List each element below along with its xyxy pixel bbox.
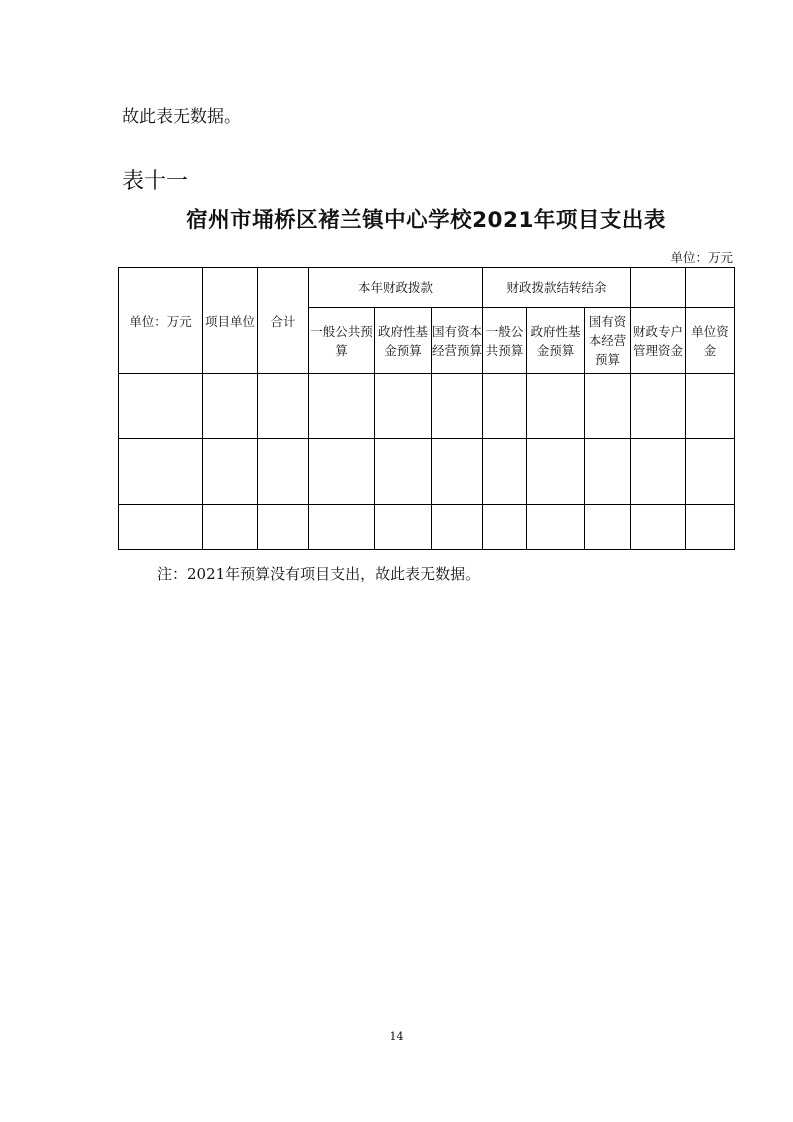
- header-state-capital-budget: 国有资本经营预算: [432, 308, 483, 374]
- table-cell: [527, 505, 585, 550]
- project-expenditure-table: [118, 267, 735, 550]
- table-cell: [483, 505, 527, 550]
- table-cell: [527, 439, 585, 505]
- header-carryover-gov-fund-budget: 政府性基金预算: [527, 308, 585, 374]
- table-cell: [119, 439, 203, 505]
- header-total: 合计: [258, 268, 309, 374]
- header-carryover-state-capital-budget: 国有资本经营预算: [585, 308, 631, 374]
- table-cell: [483, 374, 527, 439]
- table-cell: [119, 374, 203, 439]
- table-cell: [686, 374, 735, 439]
- unit-note: 单位：万元: [670, 250, 733, 265]
- table-cell: [631, 374, 686, 439]
- table-cell: [258, 505, 309, 550]
- header-current-year-appropriation: 本年财政拨款: [309, 268, 483, 308]
- page-number: 14: [389, 1030, 404, 1043]
- table-cell: [375, 439, 432, 505]
- table-cell: [432, 505, 483, 550]
- table-cell: [432, 439, 483, 505]
- table-cell: [203, 439, 258, 505]
- table-cell: [258, 439, 309, 505]
- header-row-1: [119, 268, 735, 308]
- table-cell: [686, 505, 735, 550]
- table-cell: [309, 374, 375, 439]
- table-cell: [585, 439, 631, 505]
- header-blank-2: [686, 268, 735, 308]
- table-cell: [432, 374, 483, 439]
- table-title: 宿州市埇桥区褚兰镇中心学校2021年项目支出表: [186, 208, 666, 233]
- intro-text: 故此表无数据。: [122, 107, 241, 127]
- table-cell: [119, 505, 203, 550]
- table-cell: [203, 505, 258, 550]
- table-cell: [258, 374, 309, 439]
- table-cell: [375, 374, 432, 439]
- header-blank-1: [631, 268, 686, 308]
- header-special-account-fund: 财政专户管理资金: [631, 308, 686, 374]
- table-cell: [585, 505, 631, 550]
- table-row: [119, 439, 735, 505]
- table-cell: [375, 505, 432, 550]
- table-cell: [585, 374, 631, 439]
- table-cell: [686, 439, 735, 505]
- table-row: [119, 505, 735, 550]
- table-number: 表十一: [122, 169, 189, 194]
- table-cell: [631, 505, 686, 550]
- table-cell: [309, 439, 375, 505]
- header-unit-fund: 单位资金: [686, 308, 735, 374]
- table-cell: [203, 374, 258, 439]
- table-cell: [309, 505, 375, 550]
- header-unit: 单位：万元: [119, 268, 203, 374]
- header-project-unit: 项目单位: [203, 268, 258, 374]
- table-cell: [527, 374, 585, 439]
- header-gov-fund-budget: 政府性基金预算: [375, 308, 432, 374]
- footnote: 注：2021年预算没有项目支出，故此表无数据。: [157, 565, 481, 583]
- header-carryover-balance: 财政拨款结转结余: [483, 268, 631, 308]
- table-cell: [483, 439, 527, 505]
- table-cell: [631, 439, 686, 505]
- header-general-budget: 一般公共预算: [309, 308, 375, 374]
- header-carryover-general-budget: 一般公共预算: [483, 308, 527, 374]
- table-row: [119, 374, 735, 439]
